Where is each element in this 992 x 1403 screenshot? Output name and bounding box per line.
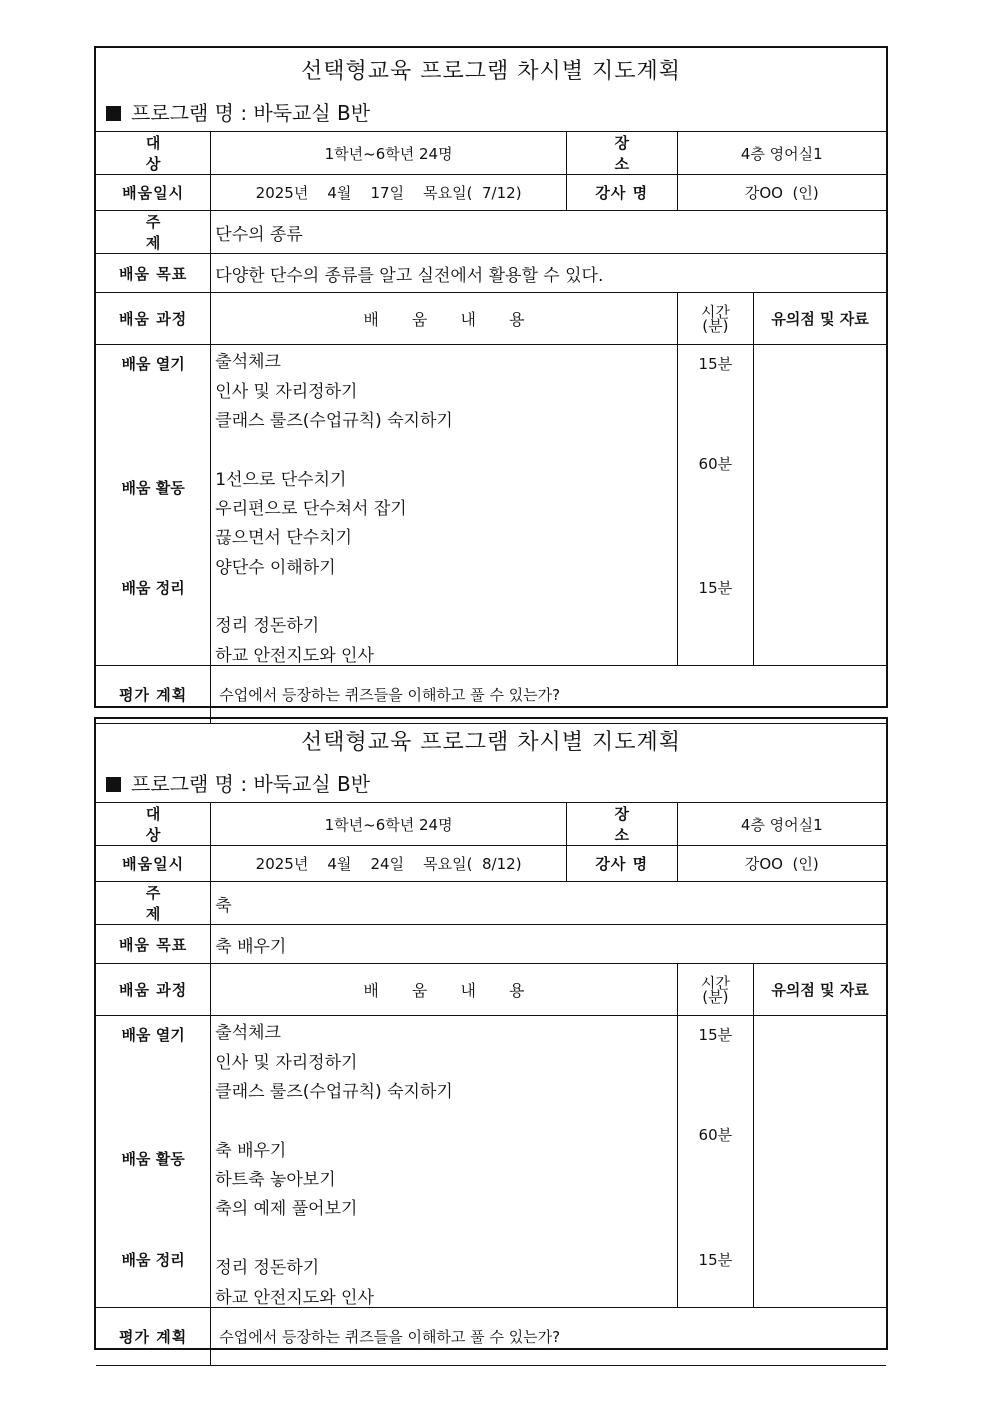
- goal-label: 배움 목표: [96, 254, 211, 293]
- place-label: 장 소: [566, 803, 677, 846]
- stage-wrapup: 배움 정리: [121, 1251, 185, 1269]
- time-activity: 60분: [698, 1126, 733, 1144]
- target-value: 1학년~6학년 24명: [211, 803, 567, 846]
- teacher-label: 강사 명: [566, 846, 677, 882]
- stage-wrapup: 배움 정리: [121, 579, 185, 597]
- content-line: 양단수 이해하기: [215, 558, 336, 578]
- eval-label: 평가 계획: [96, 1308, 211, 1366]
- date-label: 배움일시: [96, 846, 211, 882]
- content-line: 클래스 룰즈(수업규칙) 숙지하기: [215, 1082, 453, 1102]
- content-line: 축 배우기: [215, 1141, 287, 1161]
- content-line: 하트축 놓아보기: [215, 1170, 336, 1190]
- time-open: 15분: [698, 355, 733, 373]
- eval-value: 수업에서 등장하는 퀴즈들을 이해하고 풀 수 있는가?: [211, 1308, 886, 1366]
- time-header-line2: (분): [702, 316, 729, 335]
- notes-header: 유의점 및 자료: [754, 293, 886, 345]
- square-bullet-icon: [106, 106, 121, 121]
- process-header: 배움 과정: [96, 964, 211, 1016]
- notes-cell: [754, 345, 886, 666]
- content-line: 하교 안전지도와 인사: [215, 1288, 374, 1308]
- content-line: 출석체크: [215, 352, 281, 372]
- content-line: 하교 안전지도와 인사: [215, 646, 374, 666]
- eval-value: 수업에서 등장하는 퀴즈들을 이해하고 풀 수 있는가?: [211, 666, 886, 724]
- time-wrapup: 15분: [698, 579, 733, 597]
- content-line: 정리 정돈하기: [215, 616, 320, 636]
- content-line: 축의 예제 풀어보기: [215, 1199, 358, 1219]
- plan-table: [96, 803, 886, 1366]
- time-header-line1: 시간: [700, 973, 730, 992]
- content-line: 인사 및 자리정하기: [215, 382, 358, 402]
- program-name-text: 프로그램 명 : 바둑교실 B반: [131, 772, 371, 796]
- stage-activity: 배움 활동: [121, 1150, 185, 1168]
- lesson-plan-1: [94, 46, 888, 708]
- program-name: [106, 97, 370, 126]
- place-label: 장 소: [566, 132, 677, 175]
- content-line: 인사 및 자리정하기: [215, 1053, 358, 1073]
- content-header: 배 움 내 용: [211, 964, 677, 1016]
- teacher-value: 강OO (인): [677, 846, 886, 882]
- time-wrapup: 15분: [698, 1251, 733, 1269]
- process-header: 배움 과정: [96, 293, 211, 345]
- time-header-line2: (분): [702, 987, 729, 1006]
- notes-cell: [754, 1016, 886, 1308]
- date-value: 2025년 4월 17일 목요일( 7/12): [211, 175, 567, 211]
- goal-value: 다양한 단수의 종류를 알고 실전에서 활용할 수 있다.: [211, 254, 886, 293]
- time-cell: [677, 1016, 754, 1308]
- content-header: 배 움 내 용: [211, 293, 677, 345]
- teacher-value: 강OO (인): [677, 175, 886, 211]
- plan-table: [96, 132, 886, 724]
- content-cell: [211, 1016, 677, 1308]
- program-name-text: 프로그램 명 : 바둑교실 B반: [131, 101, 371, 125]
- content-line: 끊으면서 단수치기: [215, 528, 353, 548]
- content-line: 정리 정돈하기: [215, 1258, 320, 1278]
- plan-title: 선택형교육 프로그램 차시별 지도계획: [300, 730, 681, 755]
- time-header-line1: 시간: [700, 302, 730, 321]
- eval-label: 평가 계획: [96, 666, 211, 724]
- target-label: 대 상: [96, 803, 211, 846]
- stage-open: 배움 열기: [121, 1026, 185, 1044]
- program-name: [106, 768, 370, 797]
- goal-label: 배움 목표: [96, 925, 211, 964]
- stage-open: 배움 열기: [121, 355, 185, 373]
- place-value: 4층 영어실1: [677, 803, 886, 846]
- time-cell: [677, 345, 754, 666]
- plan-header: [96, 48, 886, 132]
- square-bullet-icon: [106, 777, 121, 792]
- content-line: 1선으로 단수치기: [215, 470, 347, 490]
- time-open: 15분: [698, 1026, 733, 1044]
- topic-value: 단수의 종류: [211, 211, 886, 254]
- time-header: [677, 964, 754, 1016]
- plan-header: [96, 719, 886, 803]
- time-activity: 60분: [698, 455, 733, 473]
- content-line: 우리편으로 단수쳐서 잡기: [215, 499, 407, 519]
- teacher-label: 강사 명: [566, 175, 677, 211]
- content-line: 클래스 룰즈(수업규칙) 숙지하기: [215, 411, 453, 431]
- target-value: 1학년~6학년 24명: [211, 132, 567, 175]
- notes-header: 유의점 및 자료: [754, 964, 886, 1016]
- goal-value: 축 배우기: [211, 925, 886, 964]
- topic-value: 축: [211, 882, 886, 925]
- stage-cell: [96, 1016, 211, 1308]
- content-cell: [211, 345, 677, 666]
- plan-title: 선택형교육 프로그램 차시별 지도계획: [300, 59, 681, 84]
- stage-cell: [96, 345, 211, 666]
- date-value: 2025년 4월 24일 목요일( 8/12): [211, 846, 567, 882]
- content-line: 출석체크: [215, 1023, 281, 1043]
- time-header: [677, 293, 754, 345]
- place-value: 4층 영어실1: [677, 132, 886, 175]
- target-label: 대 상: [96, 132, 211, 175]
- stage-activity: 배움 활동: [121, 479, 185, 497]
- lesson-plan-2: [94, 717, 888, 1350]
- topic-label: 주 제: [96, 882, 211, 925]
- topic-label: 주 제: [96, 211, 211, 254]
- date-label: 배움일시: [96, 175, 211, 211]
